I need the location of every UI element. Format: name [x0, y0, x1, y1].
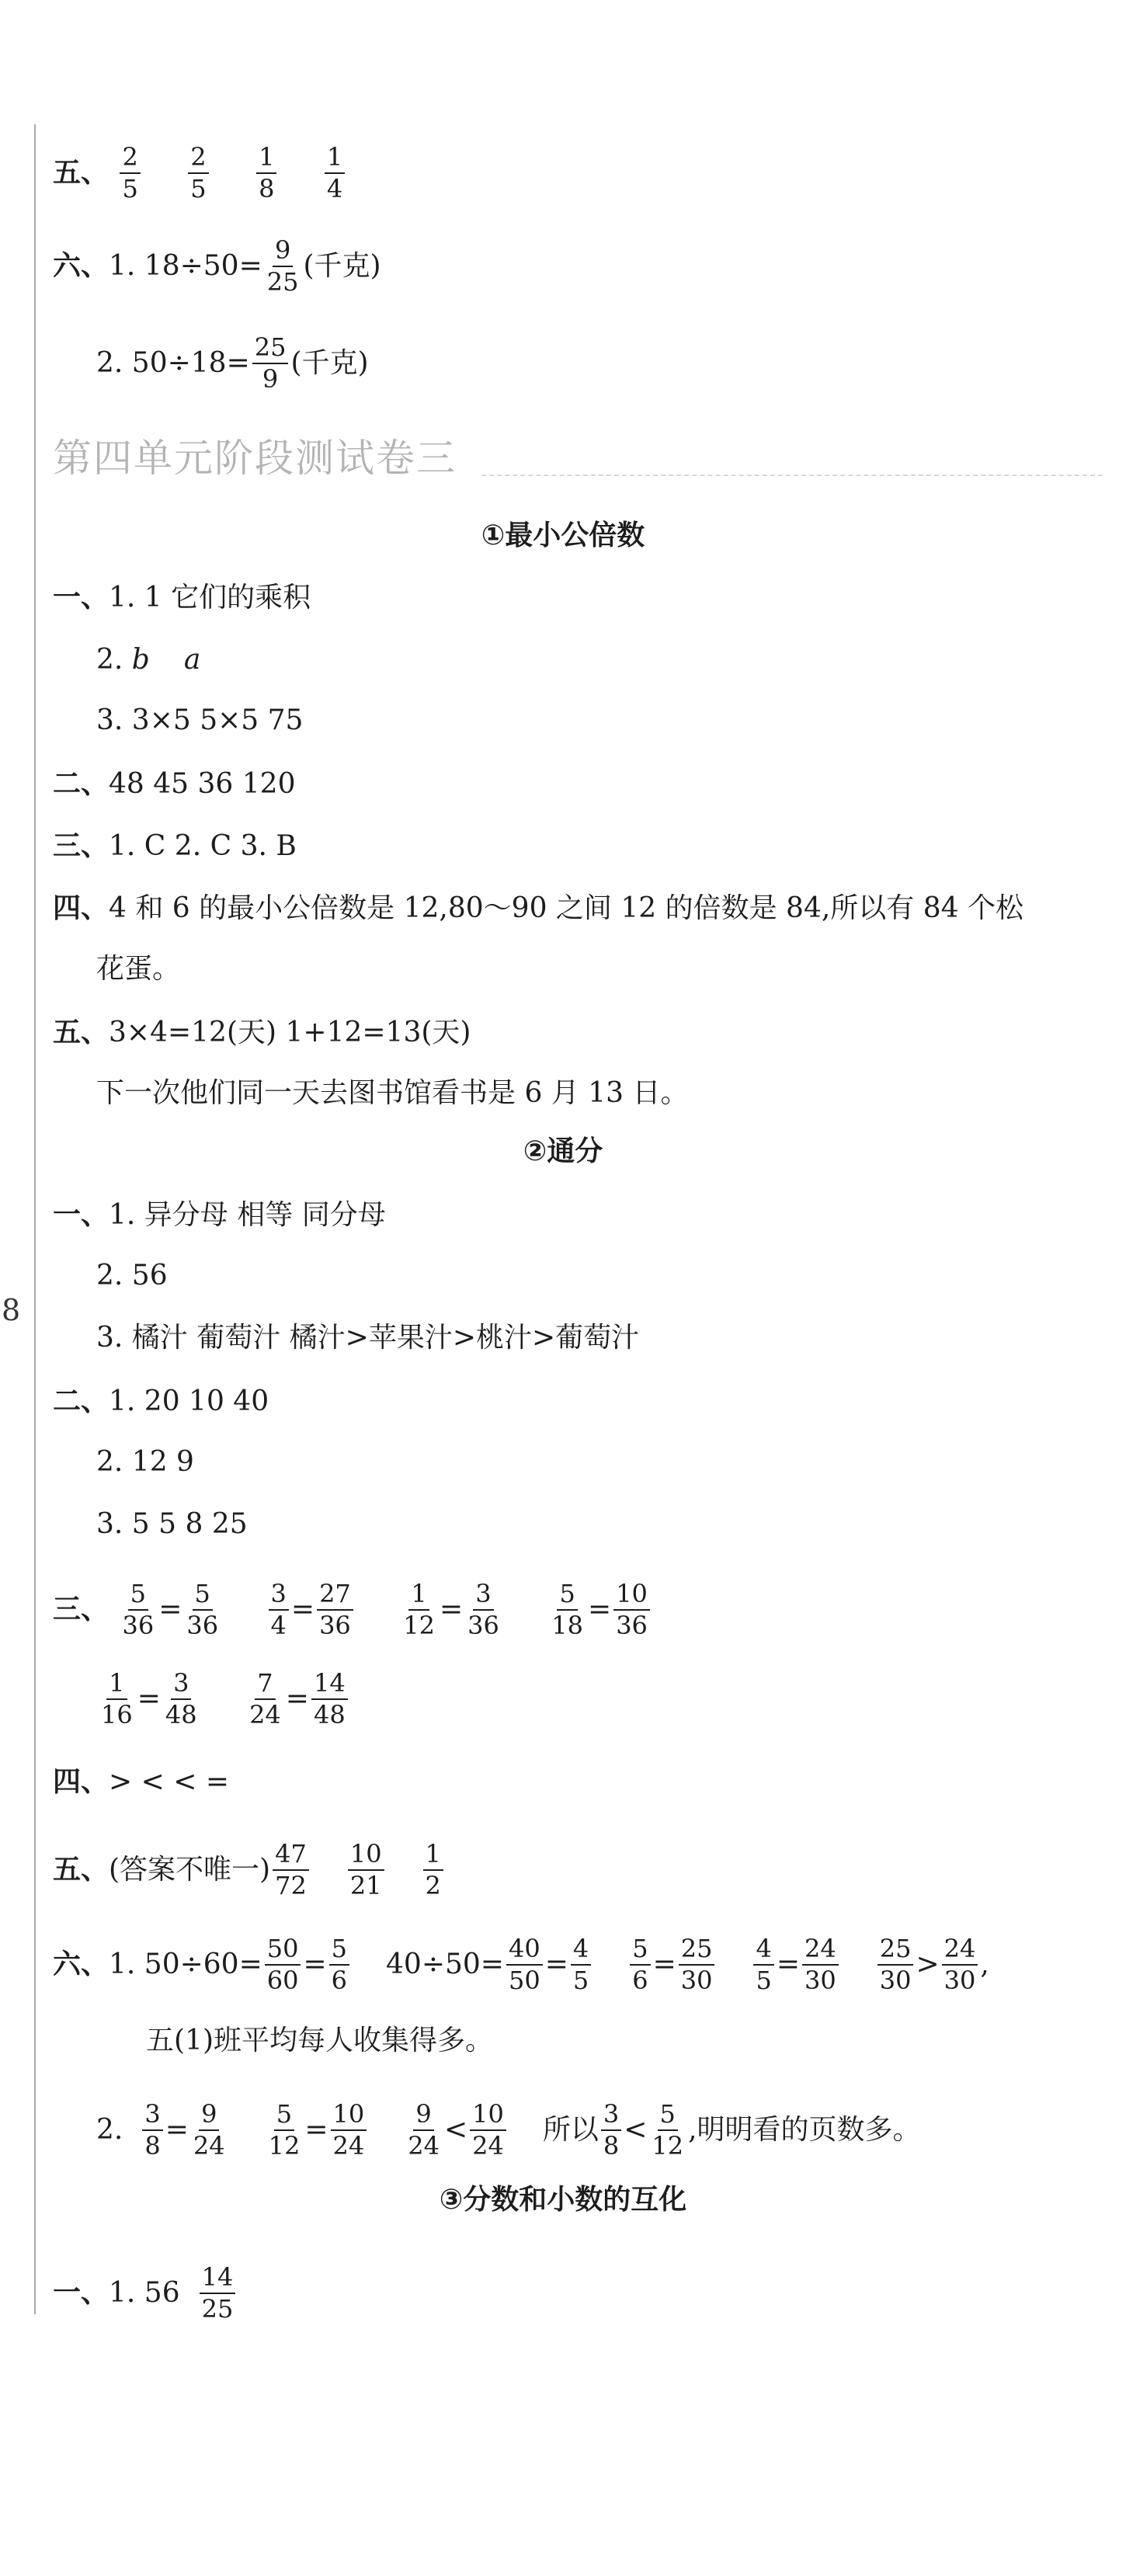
p1-line-d	[53, 893, 1023, 923]
equals-sign: =	[158, 1594, 182, 1626]
p2-line-e	[53, 1841, 446, 1900]
equals-sign: =	[544, 1949, 568, 1981]
numerator: 40	[506, 1935, 543, 1966]
denominator: 6	[632, 1966, 648, 1996]
greater-than-sign: >	[916, 1949, 940, 1981]
fraction	[506, 1935, 543, 1994]
numerator: 10	[613, 1580, 650, 1611]
item-label: 二、	[53, 1385, 109, 1417]
denominator: 30	[944, 1966, 976, 1996]
numerator: 50	[265, 1935, 301, 1966]
denominator: 8	[259, 174, 275, 204]
fraction	[601, 2101, 621, 2160]
fraction	[470, 2101, 506, 2160]
p1-line-e2: 下一次他们同一天去图书馆看书是 6 月 13 日。	[96, 1077, 689, 1109]
fraction	[120, 144, 140, 203]
equals-sign: =	[137, 1683, 161, 1716]
numerator: 27	[317, 1580, 353, 1611]
denominator: 9	[262, 364, 279, 395]
numerator: 25	[252, 334, 289, 364]
denominator: 5	[572, 1966, 589, 1996]
equals-sign: =	[303, 1949, 327, 1981]
item-label: 四、	[53, 1766, 109, 1798]
denominator: 50	[508, 1966, 540, 1996]
denominator: 12	[268, 2131, 301, 2161]
equals-sign: =	[439, 1594, 464, 1626]
equals-sign: =	[304, 2114, 328, 2147]
fraction	[142, 2101, 162, 2160]
section-title: 第四单元阶段测试卷三	[53, 436, 457, 481]
page-margin-number: 8	[2, 1293, 21, 1327]
equation-text: 2. 50÷18=	[96, 347, 250, 380]
item-label: 三、	[53, 1594, 109, 1626]
subsection-title-1: ①最小公倍数	[481, 520, 645, 551]
denominator: 4	[270, 1611, 287, 1641]
item-label: 六、	[53, 250, 109, 283]
fraction	[317, 1580, 353, 1639]
denominator: 72	[275, 1871, 307, 1901]
fraction	[265, 237, 301, 296]
answer-text: > < < =	[109, 1766, 230, 1798]
numerator: 5	[128, 1580, 148, 1611]
fraction	[331, 2101, 367, 2160]
fraction	[649, 2101, 686, 2160]
unit-text: (千克)	[290, 347, 369, 380]
answer-text: 48 45 36 120	[109, 768, 296, 800]
item-label: 一、	[53, 2277, 109, 2310]
denominator: 24	[249, 1700, 281, 1730]
fraction	[571, 1935, 591, 1994]
denominator: 25	[201, 2294, 234, 2324]
numerator: 2	[120, 144, 140, 174]
denominator: 24	[408, 2131, 440, 2161]
answer-variable: a	[183, 644, 201, 676]
denominator: 36	[122, 1611, 155, 1641]
fraction	[423, 1841, 443, 1900]
equals-sign: =	[588, 1594, 612, 1626]
p1-line-a3: 3. 3×5 5×5 75	[96, 704, 304, 736]
p2-line-b3: 3. 5 5 8 25	[96, 1508, 248, 1540]
fraction	[878, 1935, 914, 1994]
p2-line-b2: 2. 12 9	[96, 1446, 194, 1478]
numerator: 14	[200, 2264, 236, 2294]
numerator: 5	[193, 1580, 213, 1611]
fraction	[348, 1841, 384, 1900]
answer-text: 3×4=12(天) 1+12=13(天)	[109, 1017, 471, 1048]
p1-line-c	[53, 831, 297, 860]
item-number: 2.	[96, 2114, 123, 2147]
denominator: 36	[186, 1611, 219, 1641]
item-label: 五、	[53, 157, 109, 189]
numerator: 1	[408, 1580, 429, 1611]
subsection-title-2: ②通分	[523, 1135, 603, 1167]
numerator: 2	[188, 144, 208, 174]
numerator: 24	[942, 1935, 978, 1966]
punctuation: ,	[980, 1949, 989, 1981]
numerator: 1	[423, 1841, 443, 1871]
denominator: 30	[879, 1966, 912, 1996]
numerator: 9	[273, 237, 293, 267]
fraction	[325, 144, 345, 203]
answer-text: 1. 1 它们的乘积	[109, 582, 311, 614]
answer-text: 1. 20 10 40	[109, 1385, 269, 1417]
numerator: 9	[199, 2101, 219, 2131]
numerator: 3	[142, 2101, 162, 2131]
fraction	[311, 1670, 348, 1729]
equals-sign: =	[285, 1683, 309, 1716]
denominator: 48	[313, 1700, 346, 1730]
denominator: 36	[319, 1611, 351, 1641]
denominator: 8	[144, 2131, 161, 2161]
answer-line-6-1	[53, 237, 381, 296]
conclusion-text: ,明明看的页数多。	[688, 2114, 921, 2147]
numerator: 1	[325, 144, 345, 174]
less-than-sign: <	[443, 2114, 468, 2147]
fraction	[191, 2101, 228, 2160]
equation-text: 1. 50÷60=	[109, 1949, 262, 1981]
fraction	[549, 1580, 586, 1639]
p2-line-c1	[53, 1580, 652, 1639]
denominator: 5	[756, 1966, 772, 1996]
numerator: 3	[269, 1580, 289, 1611]
denominator: 5	[190, 174, 207, 204]
p1-line-e	[53, 1017, 471, 1047]
denominator: 12	[652, 2131, 684, 2161]
fraction	[401, 1580, 437, 1639]
less-than-sign: <	[624, 2114, 648, 2147]
denominator: 60	[266, 1966, 299, 1996]
numerator: 1	[106, 1670, 127, 1700]
fraction	[99, 1670, 135, 1729]
item-label: 三、	[53, 830, 109, 862]
denominator: 8	[603, 2131, 620, 2161]
denominator: 18	[551, 1611, 584, 1641]
denominator: 5	[122, 174, 138, 204]
p2-line-f1-conclusion: 五(1)班平均每人收集得多。	[146, 2025, 493, 2056]
fraction	[630, 1935, 650, 1994]
numerator: 25	[679, 1935, 715, 1966]
answer-number: 2.	[96, 644, 132, 676]
fraction	[252, 334, 289, 393]
fraction	[266, 2101, 303, 2160]
numerator: 5	[658, 2101, 678, 2131]
answer-note: (答案不唯一)	[109, 1854, 271, 1886]
fraction	[405, 2101, 442, 2160]
subsection-title-3: ③分数和小数的互化	[439, 2184, 687, 2216]
p1-line-a1	[53, 582, 311, 612]
numerator: 10	[470, 2101, 506, 2131]
denominator: 6	[331, 1966, 348, 1996]
fraction	[802, 1935, 839, 1994]
fraction	[200, 2264, 236, 2323]
numerator: 14	[311, 1670, 348, 1700]
fraction	[753, 1935, 773, 1994]
binding-margin-line	[34, 124, 36, 2314]
fraction	[942, 1935, 978, 1994]
fraction	[679, 1935, 715, 1994]
p1-line-b	[53, 769, 295, 798]
answer-variable: b	[131, 644, 150, 676]
equals-sign: =	[652, 1949, 676, 1981]
fraction	[247, 1670, 283, 1729]
answer-line-5	[53, 144, 347, 203]
denominator: 24	[193, 2131, 225, 2161]
numerator: 3	[473, 1580, 493, 1611]
equation-text: 40÷50=	[386, 1949, 504, 1981]
fraction	[184, 1580, 221, 1639]
numerator: 1	[256, 144, 276, 174]
numerator: 3	[171, 1670, 191, 1700]
numerator: 4	[571, 1935, 591, 1966]
denominator: 48	[165, 1700, 197, 1730]
denominator: 30	[680, 1966, 713, 1996]
numerator: 5	[630, 1935, 650, 1966]
numerator: 10	[331, 2101, 367, 2131]
numerator: 25	[878, 1935, 914, 1966]
numerator: 24	[802, 1935, 839, 1966]
p1-line-d2: 花蛋。	[96, 953, 181, 985]
numerator: 10	[348, 1841, 384, 1871]
answer-text: 1. C 2. C 3. B	[109, 830, 297, 862]
fraction	[613, 1580, 650, 1639]
denominator: 21	[349, 1871, 382, 1901]
p2-line-d	[53, 1767, 229, 1796]
denominator: 24	[332, 2131, 365, 2161]
numerator: 47	[273, 1841, 309, 1871]
fraction	[120, 1580, 156, 1639]
p1-line-a2	[96, 645, 200, 674]
answer-line-6-2	[96, 334, 369, 393]
fraction	[269, 1580, 289, 1639]
p2-line-a3: 3. 橘汁 葡萄汁 橘汁>苹果汁>桃汁>葡萄汁	[96, 1322, 640, 1354]
item-label: 一、	[53, 1199, 109, 1231]
fraction	[256, 144, 276, 203]
numerator: 5	[557, 1580, 577, 1611]
p2-line-f1	[53, 1935, 989, 1994]
denominator: 36	[616, 1611, 648, 1641]
p2-line-a1	[53, 1200, 386, 1229]
p2-line-b1	[53, 1386, 269, 1416]
answer-text: 1. 56	[109, 2277, 180, 2310]
p2-line-a2: 2. 56	[96, 1260, 168, 1291]
p3-line-a1	[53, 2264, 238, 2323]
numerator: 3	[601, 2101, 621, 2131]
fraction	[465, 1580, 502, 1639]
numerator: 9	[413, 2101, 433, 2131]
denominator: 12	[403, 1611, 435, 1641]
fraction	[163, 1670, 200, 1729]
denominator: 24	[472, 2131, 504, 2161]
item-label: 六、	[53, 1949, 109, 1981]
item-label: 五、	[53, 1854, 109, 1886]
equals-sign: =	[776, 1949, 800, 1981]
numerator: 7	[255, 1670, 275, 1700]
denominator: 36	[467, 1611, 499, 1641]
fraction	[188, 144, 208, 203]
section-divider	[481, 475, 1103, 476]
item-label: 四、	[53, 892, 109, 924]
numerator: 4	[753, 1935, 773, 1966]
numerator: 5	[329, 1935, 349, 1966]
fraction	[265, 1935, 301, 1994]
denominator: 2	[425, 1871, 441, 1901]
item-label: 五、	[53, 1017, 109, 1048]
denominator: 16	[101, 1700, 133, 1730]
equals-sign: =	[165, 2114, 189, 2147]
item-label: 二、	[53, 768, 109, 800]
fraction	[273, 1841, 309, 1900]
denominator: 4	[326, 174, 343, 204]
denominator: 25	[266, 267, 299, 297]
answer-text: 4 和 6 的最小公倍数是 12,80～90 之间 12 的倍数是 84,所以有 84 个松	[109, 892, 1023, 924]
equals-sign: =	[290, 1594, 315, 1626]
unit-text: (千克)	[303, 250, 381, 283]
p2-line-f2	[96, 2101, 921, 2160]
numerator: 5	[274, 2101, 294, 2131]
item-label: 一、	[53, 582, 109, 614]
p2-line-c2	[96, 1670, 350, 1729]
answer-text: 1. 异分母 相等 同分母	[109, 1199, 386, 1231]
conclusion-prefix: 所以	[542, 2114, 599, 2147]
equation-text: 1. 18÷50=	[109, 250, 262, 283]
fraction	[329, 1935, 349, 1994]
denominator: 30	[805, 1966, 836, 1996]
